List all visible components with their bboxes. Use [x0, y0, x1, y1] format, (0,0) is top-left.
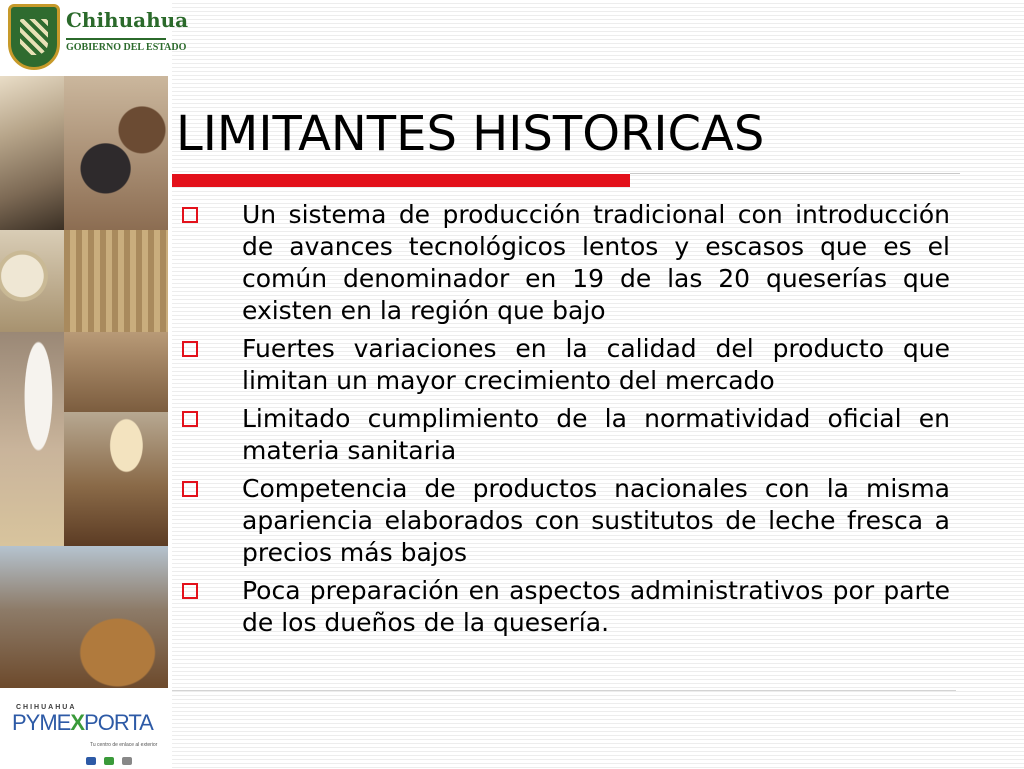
photo-baskets	[64, 230, 168, 332]
list-item	[178, 575, 950, 639]
partner-logos	[86, 750, 156, 760]
pymexporta-tagline: Tu centro de enlace al exterior	[90, 742, 158, 748]
list-item	[178, 333, 950, 397]
logo-subtitle: GOBIERNO DEL ESTADO	[66, 38, 166, 53]
hollow-square-icon	[182, 583, 198, 599]
bullet-list	[178, 199, 950, 645]
pymexporta-wordmark: PYMEXPORTA	[12, 710, 153, 735]
bullet-text: Fuertes variaciones en la calidad del producto que limitan un mayor crecimiento del mercado	[242, 334, 950, 395]
bullet-text: Limitado cumplimiento de la normatividad oficial en materia sanitaria	[242, 404, 950, 465]
title-divider-line	[630, 173, 960, 174]
photo-lamp-furniture	[64, 412, 168, 546]
title-accent-bar	[172, 174, 630, 187]
hollow-square-icon	[182, 481, 198, 497]
hollow-square-icon	[182, 341, 198, 357]
photo-cheese-production	[0, 76, 64, 230]
left-image-strip	[0, 0, 189, 768]
photo-crafts	[64, 332, 168, 412]
photo-dining-room	[0, 546, 168, 688]
list-item	[178, 473, 950, 569]
bullet-text: Poca preparación en aspectos administrativos por parte de los dueños de la quesería.	[242, 576, 950, 637]
footer-divider-line	[172, 690, 956, 691]
list-item	[178, 403, 950, 467]
photo-pottery	[64, 76, 168, 230]
photo-worker	[0, 332, 64, 546]
pymexporta-top-label: CHIHUAHUA	[16, 704, 77, 711]
list-item	[178, 199, 950, 327]
logo-name: Chihuahua	[66, 8, 189, 32]
hollow-square-icon	[182, 411, 198, 427]
state-shield-icon	[8, 4, 60, 70]
photo-collage	[0, 76, 168, 688]
bullet-text: Competencia de productos nacionales con la misma apariencia elaborados con sustitutos de leche fresca a precios más bajos	[242, 474, 950, 567]
hollow-square-icon	[182, 207, 198, 223]
slide-title: LIMITANTES HISTORICAS	[176, 106, 765, 162]
bullet-text: Un sistema de producción tradicional con introducción de avances tecnológicos lentos y escasos que es el común denominador en 19 de las 20 queserías que existen en la región que bajo	[242, 200, 950, 325]
chihuahua-logo	[0, 0, 189, 76]
photo-cheese-wheels	[0, 230, 64, 332]
pymexporta-logo	[0, 690, 172, 768]
